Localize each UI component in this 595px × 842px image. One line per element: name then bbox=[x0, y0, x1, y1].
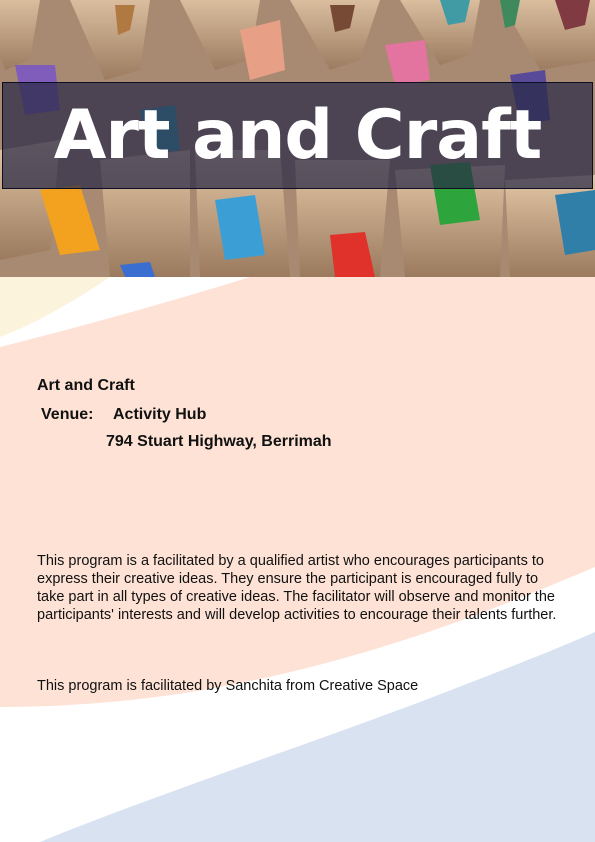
page-title: Art and Craft bbox=[53, 96, 542, 175]
venue-name: Activity Hub bbox=[113, 406, 207, 423]
program-description: This program is a facilitated by a qualified artist who encourages participants to express their creative ideas. They ensure the participant is encouraged fully to take part in all types of creative ideas. The facilitator will observe and monitor the participants' interests and will develop activities to encourage their talents further. bbox=[37, 553, 557, 623]
venue-address: 794 Stuart Highway, Berrimah bbox=[106, 433, 332, 450]
venue-label: Venue: bbox=[41, 406, 94, 423]
facilitator-note: This program is facilitated by Sanchita from Creative Space bbox=[37, 678, 419, 694]
event-details bbox=[37, 376, 332, 450]
venue-row bbox=[41, 405, 206, 425]
event-name: Art and Craft bbox=[37, 377, 135, 394]
